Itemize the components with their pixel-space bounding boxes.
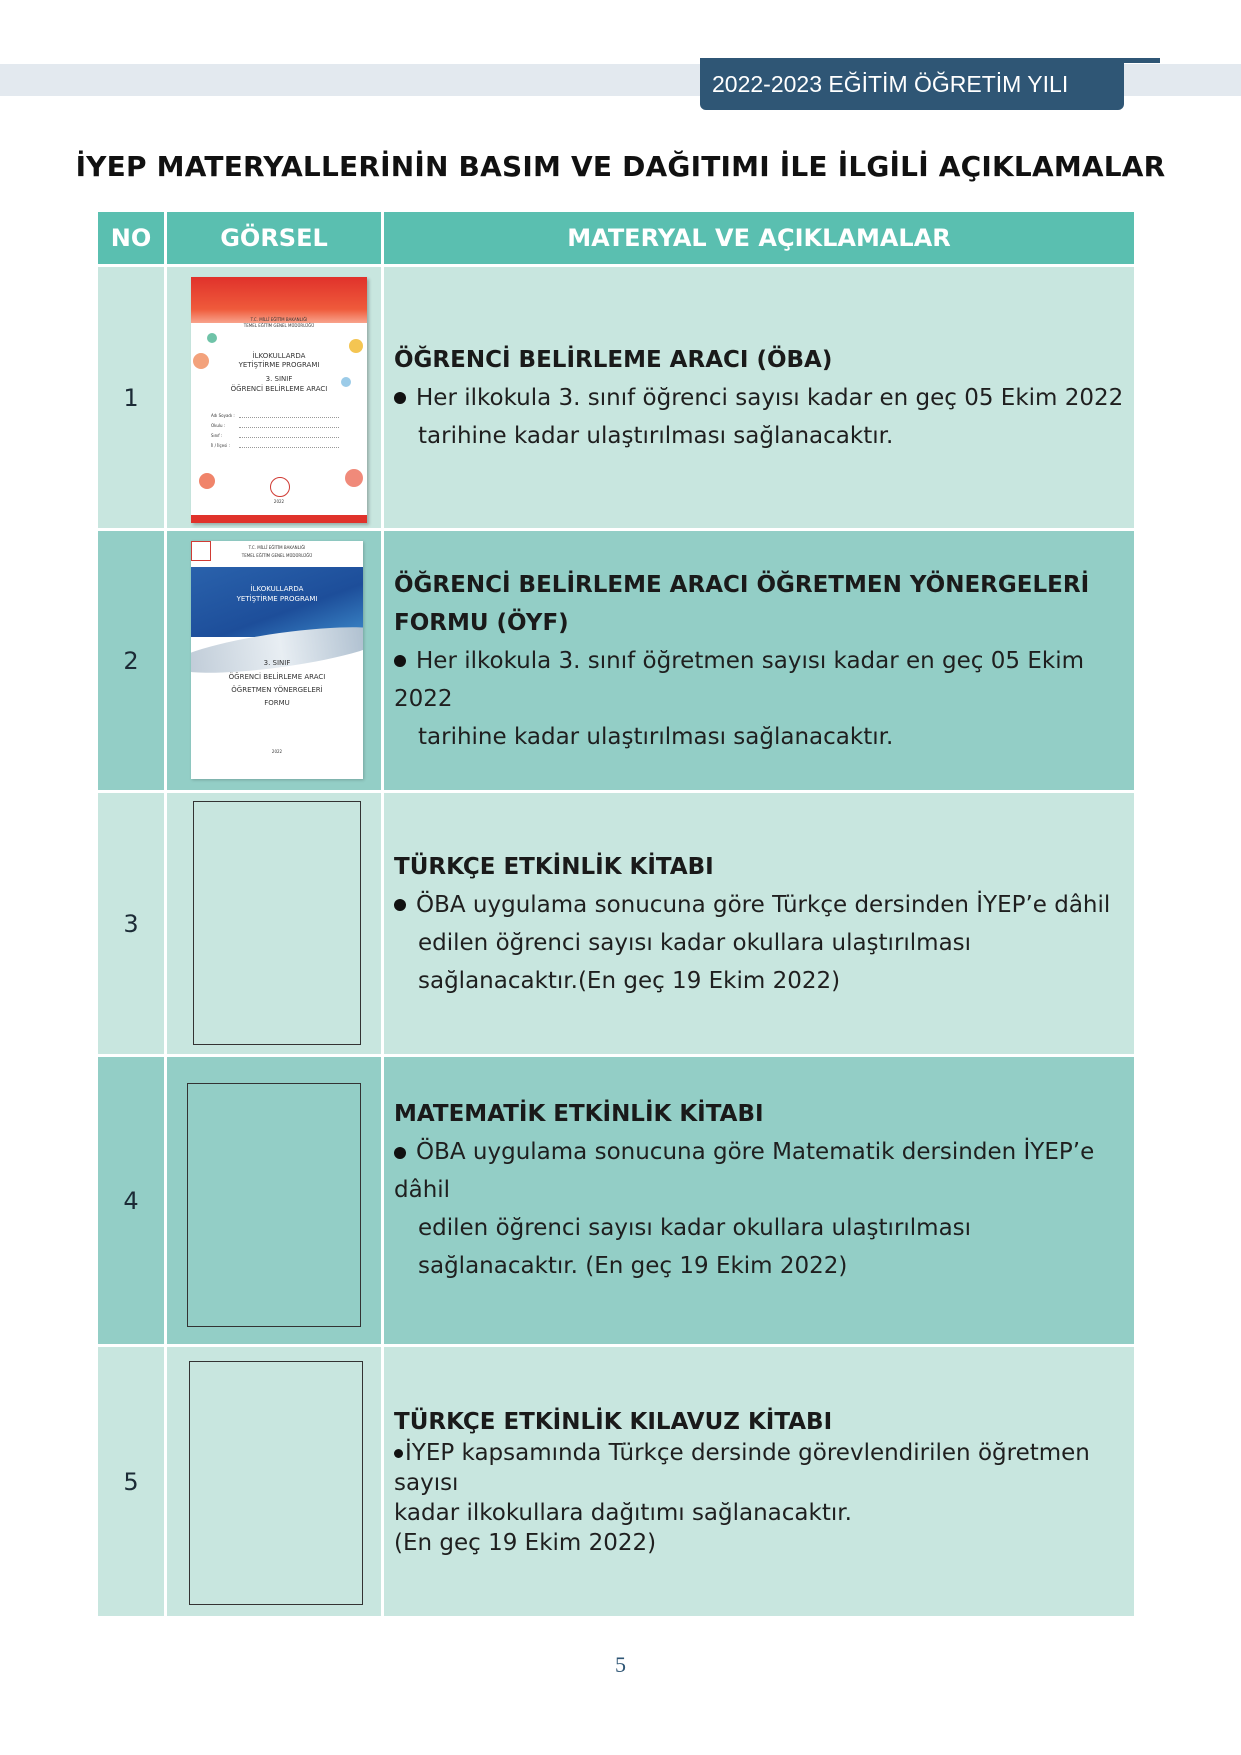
- cover-program-text: İLKOKULLARDA: [252, 352, 306, 360]
- cover-ministry-text: T.C. MİLLÎ EĞİTİM BAKANLIĞI: [250, 317, 308, 322]
- description-line: ÖBA uygulama sonucuna göre Türkçe dersinden İYEP’e dâhil: [416, 891, 1111, 918]
- cover-grade-text: 3. SINIF: [265, 375, 293, 383]
- description-line: sağlanacaktır.(En geç 19 Ekim 2022): [418, 967, 841, 994]
- table-row: [97, 530, 1136, 792]
- decorative-ball: [207, 333, 217, 343]
- bullet-icon: [394, 655, 406, 667]
- description-line: edilen öğrenci sayısı kadar okullara ulaştırılması: [418, 1215, 972, 1241]
- row-image-cell: [166, 1056, 383, 1346]
- cover-unit-text: TEMEL EĞİTİM GENEL MÜDÜRLÜĞÜ: [241, 553, 313, 558]
- image-placeholder-frame: [189, 1361, 363, 1605]
- cover-field: Okulu :: [211, 423, 226, 428]
- description-line: İYEP kapsamında Türkçe dersinde görevlendirilen öğretmen sayısı: [394, 1439, 1090, 1496]
- materials-table: [95, 209, 1137, 1619]
- material-heading: MATEMATİK ETKİNLİK KİTABI: [394, 1101, 764, 1127]
- column-header-no: NO: [97, 211, 166, 266]
- cover-year-text: 2022: [271, 749, 283, 754]
- bullet-icon: [394, 899, 406, 911]
- column-header-image: GÖRSEL: [166, 211, 383, 266]
- cover-unit-text: TEMEL EĞİTİM GENEL MÜDÜRLÜĞÜ: [243, 323, 315, 328]
- material-heading: ÖĞRENCİ BELİRLEME ARACI (ÖBA): [394, 346, 833, 373]
- image-placeholder-frame: [187, 1083, 361, 1327]
- cover-year-text: 2022: [273, 499, 285, 504]
- ministry-logo-icon: [270, 477, 290, 497]
- cover-name-text: ÖĞRENCİ BELİRLEME ARACI: [228, 673, 326, 681]
- document-title: İYEP MATERYALLERİNİN BASIM VE DAĞITIMI İLE İLGİLİ AÇIKLAMALAR: [75, 150, 1166, 183]
- cover-name-text: FORMU: [264, 699, 290, 707]
- material-heading: FORMU (ÖYF): [394, 609, 569, 636]
- description-line: kadar ilkokullara dağıtımı sağlanacaktır.: [394, 1499, 852, 1526]
- material-heading: TÜRKÇE ETKİNLİK KİTABI: [394, 853, 714, 880]
- description-line: tarihine kadar ulaştırılması sağlanacaktır.: [418, 723, 894, 750]
- ministry-logo-icon: [191, 541, 211, 561]
- cover-field: Adı Soyadı :: [211, 413, 235, 418]
- material-heading: ÖĞRENCİ BELİRLEME ARACI ÖĞRETMEN YÖNERGELERİ: [394, 571, 1090, 598]
- row-number: 1: [97, 266, 166, 530]
- description-line: Her ilkokula 3. sınıf öğrenci sayısı kadar en geç 05 Ekim 2022: [416, 384, 1124, 411]
- cover-name-text: ÖĞRENCİ BELİRLEME ARACI: [230, 385, 328, 393]
- table-row: [97, 266, 1136, 530]
- cover-grade-text: 3. SINIF: [263, 659, 291, 667]
- row-number: 5: [97, 1346, 166, 1618]
- description-line: tarihine kadar ulaştırılması sağlanacaktır.: [418, 422, 894, 449]
- row-number: 3: [97, 792, 166, 1056]
- image-placeholder-frame: [193, 801, 361, 1045]
- material-heading: TÜRKÇE ETKİNLİK KILAVUZ KİTABI: [394, 1408, 833, 1435]
- header-tab-edge: [1120, 58, 1160, 63]
- table-row: [97, 1346, 1136, 1618]
- cover-field: İl / İlçesi :: [211, 443, 230, 448]
- decorative-ball: [199, 473, 215, 489]
- description-line: Her ilkokula 3. sınıf öğretmen sayısı kadar en geç 05 Ekim 2022: [394, 647, 1084, 712]
- row-number: 2: [97, 530, 166, 792]
- cover-name-text: ÖĞRETMEN YÖNERGELERİ: [231, 686, 323, 694]
- column-header-description: MATERYAL VE AÇIKLAMALAR: [383, 211, 1136, 266]
- academic-year-label: 2022-2023 EĞİTİM ÖĞRETİM YILI: [700, 58, 1124, 110]
- row-description: [383, 1056, 1136, 1346]
- oyf-cover-image: [191, 541, 363, 779]
- cover-footer-bar: [191, 515, 367, 523]
- row-image-cell: [166, 266, 383, 530]
- oba-cover-image: [191, 277, 367, 523]
- decorative-ball: [345, 469, 363, 487]
- cover-field: Sınıf :: [211, 433, 223, 438]
- cover-program-text: YETİŞTİRME PROGRAMI: [238, 361, 320, 369]
- row-image-cell: [166, 530, 383, 792]
- row-number: 4: [97, 1056, 166, 1346]
- row-description: [383, 530, 1136, 792]
- description-line: sağlanacaktır. (En geç 19 Ekim 2022): [418, 1253, 848, 1279]
- description-line: (En geç 19 Ekim 2022): [394, 1529, 657, 1556]
- bullet-icon: [394, 1147, 406, 1159]
- bullet-icon: [394, 1449, 403, 1458]
- bullet-icon: [394, 392, 406, 404]
- page-number: 5: [615, 1652, 626, 1677]
- cover-program-text: YETİŞTİRME PROGRAMI: [236, 595, 318, 603]
- cover-program-text: İLKOKULLARDA: [250, 585, 304, 593]
- table-header-row: [97, 211, 1136, 266]
- cover-ministry-text: T.C. MİLLÎ EĞİTİM BAKANLIĞI: [248, 545, 306, 550]
- table-row: [97, 1056, 1136, 1346]
- description-line: ÖBA uygulama sonucuna göre Matematik dersinden İYEP’e dâhil: [394, 1139, 1095, 1203]
- decorative-ball: [349, 339, 363, 353]
- description-line: edilen öğrenci sayısı kadar okullara ulaştırılması: [418, 929, 972, 956]
- row-image-cell: [166, 792, 383, 1056]
- table-row: [97, 792, 1136, 1056]
- row-description: [383, 1346, 1136, 1618]
- row-image-cell: [166, 1346, 383, 1618]
- row-description: [383, 266, 1136, 530]
- row-description: [383, 792, 1136, 1056]
